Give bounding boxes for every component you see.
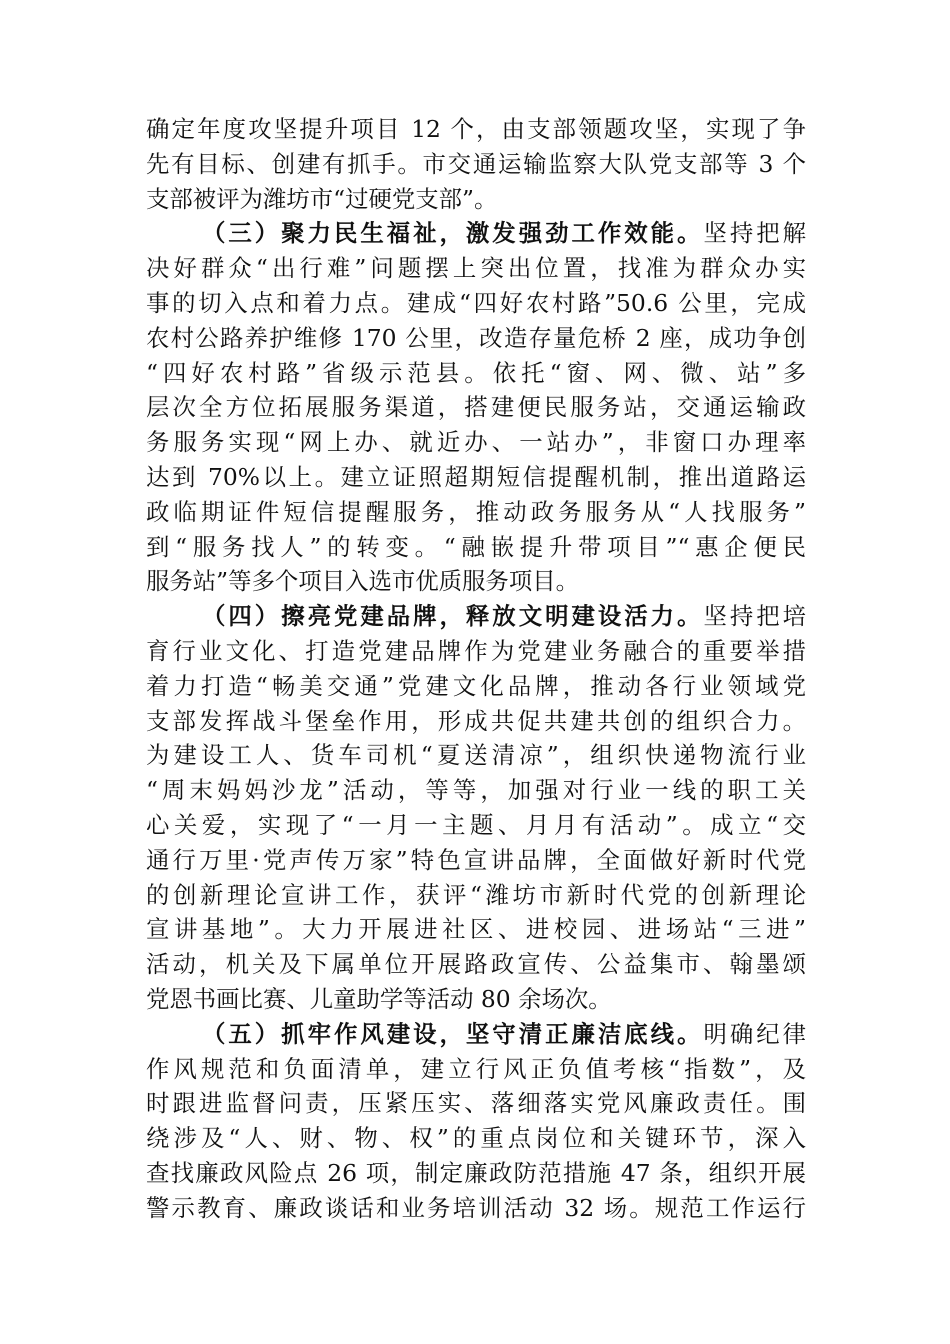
text-line: 确定年度攻坚提升项目 12 个，由支部领题攻坚，实现了争 — [146, 115, 806, 143]
text-line: 党恩书画比赛、儿童助学等活动 80 余场次。 — [146, 984, 612, 1013]
text-line: 育行业文化、打造党建品牌作为党建业务融合的重要举措 — [146, 636, 806, 665]
text-line: 到“服务找人”的转变。“融嵌提升带项目”“惠企便民 — [146, 532, 806, 561]
paragraph-first-line — [146, 216, 806, 251]
heading-continuation: 坚持把解 — [703, 219, 807, 248]
paragraph-5 — [146, 1017, 806, 1226]
text-line: 支部被评为潍坊市“过硬党支部”。 — [146, 184, 498, 213]
text-line: 心关爱，实现了“一月一主题、月月有活动”。成立“交 — [146, 810, 806, 839]
heading-continuation: 坚持把培 — [703, 602, 807, 631]
text-line: 警示教育、廉政谈话和业务培训活动 32 场。规范工作运行 — [146, 1193, 806, 1222]
text-line: 事的切入点和着力点。建成“四好农村路”50.6 公里，完成 — [146, 288, 806, 317]
text-line: 时跟进监督问责，压紧压实、落细落实党风廉政责任。围 — [146, 1089, 806, 1118]
paragraph-4 — [146, 599, 806, 1017]
text-line: 查找廉政风险点 26 项，制定廉政防范措施 47 条，组织开展 — [146, 1158, 806, 1187]
heading-continuation: 明确纪律 — [703, 1019, 807, 1048]
text-line: 先有目标、创建有抓手。市交通运输监察大队党支部等 3 个 — [146, 149, 806, 178]
text-line: 通行万里·党声传万家”特色宣讲品牌，全面做好新时代党 — [146, 845, 806, 874]
paragraph-first-line — [146, 599, 806, 634]
text-line: 达到 70%以上。建立证照超期短信提醒机制，推出道路运 — [146, 462, 806, 491]
text-line: 决好群众“出行难”问题摆上突出位置，找准为群众办实 — [146, 254, 806, 283]
text-line: 宣讲基地”。大力开展进社区、进校园、进场站“三进” — [146, 915, 806, 944]
text-line: 活动，机关及下属单位开展路政宣传、公益集市、翰墨颂 — [146, 950, 806, 979]
text-line: “四好农村路”省级示范县。依托“窗、网、微、站”多 — [146, 358, 806, 387]
section-heading: （四）擦亮党建品牌，释放文明建设活力。 — [202, 602, 704, 631]
text-line: 务服务实现“网上办、就近办、一站办”，非窗口办理率 — [146, 428, 806, 457]
text-line: “周末妈妈沙龙”活动，等等，加强对行业一线的职工关 — [146, 776, 806, 805]
text-line: 作风规范和负面清单，建立行风正负值考核“指数”，及 — [146, 1054, 806, 1083]
text-line: 农村公路养护维修 170 公里，改造存量危桥 2 座，成功争创 — [146, 323, 806, 352]
text-line: 服务站”等多个项目入选市优质服务项目。 — [146, 567, 579, 596]
text-line: 的创新理论宣讲工作，获评“潍坊市新时代党的创新理论 — [146, 880, 806, 909]
text-line: 为建设工人、货车司机“夏送清凉”，组织快递物流行业 — [146, 741, 806, 770]
section-heading: （五）抓牢作风建设，坚守清正廉洁底线。 — [202, 1019, 704, 1048]
text-line: 着力打造“畅美交通”党建文化品牌，推动各行业领域党 — [146, 671, 806, 700]
paragraph-first-line — [146, 1017, 806, 1052]
text-line: 政临期证件短信提醒服务，推动政务服务从“人找服务” — [146, 497, 806, 526]
section-heading: （三）聚力民生福祉，激发强劲工作效能。 — [202, 219, 704, 248]
text-line: 绕涉及“人、财、物、权”的重点岗位和关键环节，深入 — [146, 1124, 806, 1153]
document-page — [146, 112, 806, 1226]
text-line: 支部发挥战斗堡垒作用，形成共促共建共创的组织合力。 — [146, 706, 806, 735]
text-line: 层次全方位拓展服务渠道，搭建便民服务站，交通运输政 — [146, 393, 806, 422]
paragraph-3 — [146, 216, 806, 599]
paragraph-1 — [146, 112, 806, 216]
